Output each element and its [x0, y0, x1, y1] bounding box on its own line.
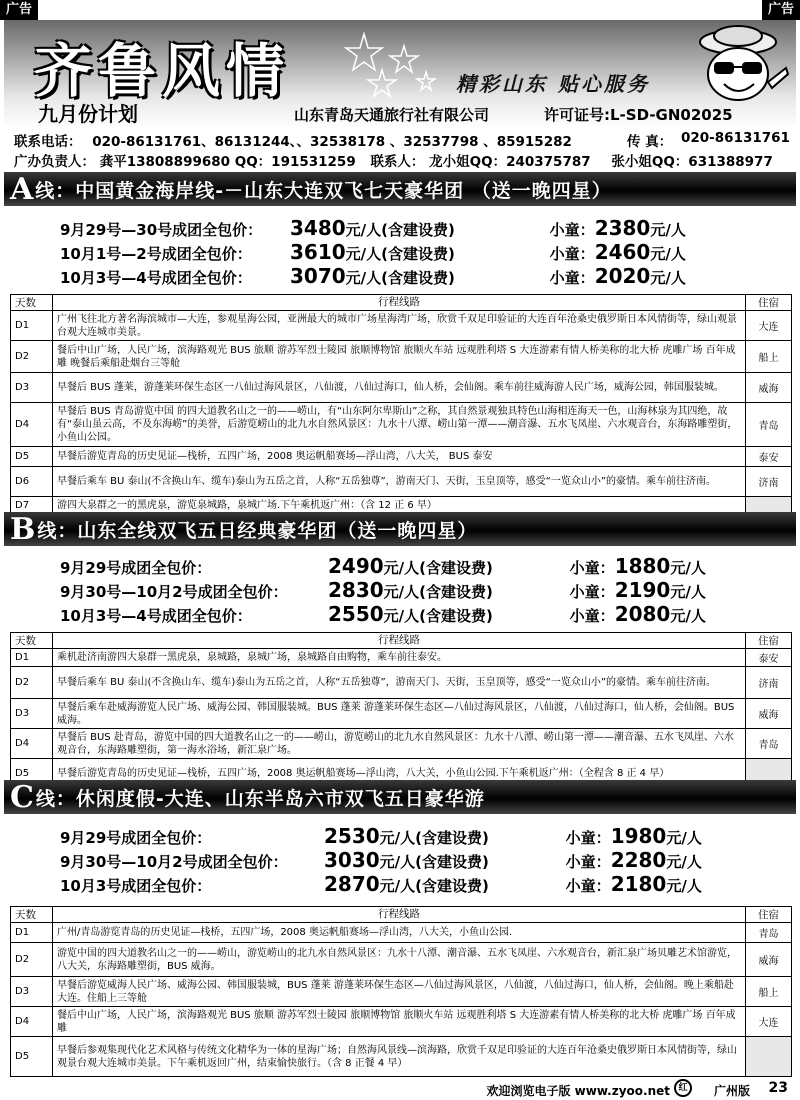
- price-date: 10月3号成团全包价：: [60, 877, 212, 895]
- fax-number: 020-86131761: [681, 130, 790, 146]
- month-plan: 九月份计划: [38, 102, 138, 126]
- desc-cell: 早餐后 BUS 青岛游览中国 的四大道教名山之一的——崂山，有“山东阿尔卑斯山”之称，其自然景观独具特色山海相连海天一色，山海林泉为其四绝，故有“泰山虽云高，不及东海崂”的美誉，后游览崂山的北九水自然风景区：九水十八潭、崂山第一潭——潮音瀑、五水飞凤崖、六水观音台，东海路雕塑街，小鱼山公园。: [52, 403, 745, 447]
- route-letter: A: [10, 171, 34, 207]
- price-date: 10月1号—2号成团全包价：: [60, 245, 252, 263]
- route-b: [4, 512, 796, 789]
- newspaper-logo-icon: 红: [674, 1079, 692, 1097]
- price-amount: 3070: [290, 264, 346, 288]
- child-price: 1880: [614, 554, 671, 578]
- child-label: 小童：: [549, 245, 595, 263]
- child-label: 小童：: [565, 829, 611, 847]
- table-row: [11, 699, 792, 729]
- table-row: [11, 923, 792, 943]
- desc-cell: 早餐后乘车 BU 泰山(不含换山车、缆车)泰山为五岳之首，人称“五岳独尊”，游南天门、天街，玉皇顶等，感受“一览众山小”的豪情。乘车前往济南。: [52, 467, 745, 497]
- day-cell: D5: [11, 1037, 53, 1077]
- header-banner: [4, 20, 796, 128]
- price-row: [60, 216, 796, 240]
- price-list: [4, 814, 796, 896]
- footer-edition: 广州版: [713, 1084, 750, 1098]
- price-date: 10月3号—4号成团全包价：: [60, 269, 252, 287]
- table-row: [11, 373, 792, 403]
- route-banner: [4, 780, 796, 814]
- child-price: 2180: [610, 872, 667, 896]
- desc-cell: 早餐后游览青岛的历史见证—栈桥，五四广场，2008 奥运帆船赛场—浮山湾，八大关，小鱼山公园.下午乘机返广州：（全程含 8 正 4 早）: [52, 759, 745, 789]
- price-unit: 元/人(含建设费): [383, 583, 493, 601]
- table-row: [11, 1007, 792, 1037]
- brand-title: 齐鲁风情: [34, 37, 291, 105]
- stay-cell: 船上: [746, 341, 792, 373]
- ad-tag-right: 广告: [762, 0, 800, 20]
- child-unit: 元/人: [650, 221, 686, 239]
- desc-cell: 早餐后 BUS 赴青岛，游览中国的四大道教名山之一的——崂山，游览崂山的北九水自然风景区：九水十八潭、崂山第一潭——潮音瀑、五水飞凤崖、六水观音台，东海路雕塑街，第一海水浴场，新汇泉广场。: [52, 729, 745, 759]
- stay-cell: 威海: [746, 943, 792, 977]
- header-day: 天数: [11, 295, 53, 311]
- day-cell: D3: [11, 699, 53, 729]
- child-label: 小童：: [549, 221, 595, 239]
- price-date: 10月3号—4号成团全包价：: [60, 607, 252, 625]
- child-unit: 元/人: [670, 583, 706, 601]
- day-cell: D5: [11, 447, 53, 467]
- table-header-row: [11, 907, 792, 923]
- day-cell: D3: [11, 977, 53, 1007]
- child-price: 2460: [594, 240, 651, 264]
- price-row: [60, 240, 796, 264]
- price-amount: 2490: [328, 554, 384, 578]
- stay-cell: 大连: [746, 1007, 792, 1037]
- phone-label: 联系电话：: [14, 134, 82, 150]
- child-label: 小童：: [569, 559, 615, 577]
- contact-person-1: 龙小姐QQ：240375787: [429, 154, 591, 170]
- price-list: [4, 546, 796, 626]
- child-price: 2020: [594, 264, 651, 288]
- price-amount: 3610: [290, 240, 346, 264]
- table-row: [11, 403, 792, 447]
- price-row: [60, 602, 796, 626]
- desc-cell: 早餐后游览威海人民广场、威海公园、韩国服装城，BUS 蓬莱 游蓬莱环保生态区—八仙过海风景区，八仙渡，八仙过海口，仙人桥，会仙阁。晚上乘船赴大连。住船上三等舱: [52, 977, 745, 1007]
- child-label: 小童：: [569, 583, 615, 601]
- child-unit: 元/人: [650, 245, 686, 263]
- company-name: 山东青岛天通旅行社有限公司: [294, 106, 490, 124]
- child-price: 2080: [614, 602, 671, 626]
- stay-cell: 青岛: [746, 729, 792, 759]
- route-letter: C: [10, 779, 34, 815]
- price-unit: 元/人(含建设费): [383, 607, 493, 625]
- route-letter: B: [10, 511, 36, 547]
- child-unit: 元/人: [670, 559, 706, 577]
- price-unit: 元/人(含建设费): [383, 559, 493, 577]
- child-label: 小童：: [565, 853, 611, 871]
- header-day: 天数: [11, 633, 53, 649]
- header-route: 行程线路: [52, 907, 745, 923]
- desc-cell: 餐后中山广场，人民广场，滨海路观光 BUS 旅顺 游苏军烈士陵园 旅顺博物馆 旅顺火车站 远观胜利塔 S 大连游素有情人桥美称的北大桥 虎雕广场 百年成雕: [52, 1007, 745, 1037]
- desc-cell: 广州飞往北方著名海滨城市—大连，参观星海公园，亚洲最大的城市广场星海湾广场，欣赏千双足印验证的大连百年沧桑史俄罗斯日本风情街等，绿山观景台观大连城市美景。: [52, 311, 745, 341]
- itinerary-table: [10, 294, 792, 515]
- stay-cell: 青岛: [746, 923, 792, 943]
- stay-cell: 泰安: [746, 649, 792, 667]
- table-row: [11, 649, 792, 667]
- table-row: [11, 729, 792, 759]
- route-title: 线：山东全线双飞五日经典豪华团（送一晚四星）: [37, 519, 478, 542]
- child-price: 1980: [610, 824, 667, 848]
- contact-line-2: [14, 150, 773, 170]
- manager-label: 广办负责人：: [14, 154, 95, 170]
- day-cell: D7: [11, 497, 53, 515]
- header-route: 行程线路: [52, 633, 745, 649]
- day-cell: D5: [11, 759, 53, 789]
- day-cell: D1: [11, 649, 53, 667]
- price-amount: 2830: [328, 578, 384, 602]
- price-unit: 元/人(含建设费): [345, 245, 455, 263]
- route-c: [4, 780, 796, 1077]
- contact-line-1: [14, 130, 790, 150]
- desc-cell: 早餐后乘车 BU 泰山(不含换山车、缆车)泰山为五岳之首，人称“五岳独尊”，游南天门、天街，玉皇顶等，感受“一览众山小”的豪情。乘车前往济南。: [52, 667, 745, 699]
- table-row: [11, 977, 792, 1007]
- child-unit: 元/人: [666, 829, 702, 847]
- child-unit: 元/人: [650, 269, 686, 287]
- footer: [4, 1078, 796, 1098]
- header-stay: 住宿: [746, 295, 792, 311]
- license-number: 许可证号:L-SD-GN02025: [544, 106, 733, 124]
- price-row: [60, 264, 796, 288]
- page-number: 23: [768, 1080, 788, 1096]
- day-cell: D2: [11, 943, 53, 977]
- day-cell: D3: [11, 373, 53, 403]
- stay-cell: 泰安: [746, 447, 792, 467]
- table-header-row: [11, 633, 792, 649]
- child-label: 小童：: [565, 877, 611, 895]
- price-date: 9月29号成团全包价：: [60, 559, 212, 577]
- day-cell: D1: [11, 923, 53, 943]
- itinerary-table: [10, 906, 792, 1077]
- stay-cell: 青岛: [746, 403, 792, 447]
- table-row: [11, 447, 792, 467]
- stay-cell: 威海: [746, 699, 792, 729]
- day-cell: D1: [11, 311, 53, 341]
- price-amount: 2550: [328, 602, 384, 626]
- route-a: [4, 172, 796, 515]
- child-label: 小童：: [549, 269, 595, 287]
- price-row: [60, 824, 796, 848]
- table-row: [11, 943, 792, 977]
- header-route: 行程线路: [52, 295, 745, 311]
- price-unit: 元/人(含建设费): [379, 877, 489, 895]
- price-date: 9月29号—30号成团全包价：: [60, 221, 263, 239]
- stay-cell: 济南: [746, 667, 792, 699]
- table-row: [11, 341, 792, 373]
- itinerary-table: [10, 632, 792, 789]
- price-unit: 元/人(含建设费): [345, 221, 455, 239]
- header-stay: 住宿: [746, 907, 792, 923]
- ad-tag-left: 广告: [0, 0, 38, 20]
- stars-icon: [334, 26, 444, 106]
- stay-cell: 济南: [746, 467, 792, 497]
- child-label: 小童：: [569, 607, 615, 625]
- child-unit: 元/人: [666, 877, 702, 895]
- contact-label: 联系人：: [370, 154, 425, 170]
- price-list: [4, 206, 796, 288]
- desc-cell: 广州/青岛游览青岛的历史见证—栈桥，五四广场，2008 奥运帆船赛场—浮山湾，八大关，小鱼山公园.: [52, 923, 745, 943]
- footer-website: 欢迎浏览电子版 www.zyoo.net: [486, 1084, 670, 1098]
- price-row: [60, 578, 796, 602]
- price-row: [60, 872, 796, 896]
- child-price: 2190: [614, 578, 671, 602]
- table-row: [11, 667, 792, 699]
- price-amount: 3030: [324, 848, 380, 872]
- day-cell: D6: [11, 467, 53, 497]
- desc-cell: 游四大泉群之一的黑虎泉，游览泉城路，泉城广场.下午乘机返广州：（含 12 正 6 早）: [52, 497, 745, 515]
- desc-cell: 早餐后乘车赴威海游览人民广场、威海公园、韩国服装城。BUS 蓬莱 游蓬莱环保生态区—八仙过海风景区，八仙渡，八仙过海口，仙人桥，会仙阁。BUS 威海。: [52, 699, 745, 729]
- price-amount: 2530: [324, 824, 380, 848]
- child-price: 2380: [594, 216, 651, 240]
- table-row: [11, 1037, 792, 1077]
- header-stay: 住宿: [746, 633, 792, 649]
- slogan: 精彩山东 贴心服务: [456, 72, 650, 96]
- child-price: 2280: [610, 848, 667, 872]
- day-cell: D2: [11, 341, 53, 373]
- phone-numbers: 020-86131761、86131244、、32538178 、32537798 、85915282: [92, 134, 572, 150]
- price-unit: 元/人(含建设费): [345, 269, 455, 287]
- stay-cell: 威海: [746, 373, 792, 403]
- price-date: 9月30号—10月2号成团全包价：: [60, 583, 288, 601]
- desc-cell: 早餐后游览青岛的历史见证—栈桥，五四广场，2008 奥运帆船赛场—浮山湾，八大关， BUS 泰安: [52, 447, 745, 467]
- day-cell: D2: [11, 667, 53, 699]
- day-cell: D4: [11, 403, 53, 447]
- price-date: 9月29号成团全包价：: [60, 829, 212, 847]
- price-row: [60, 554, 796, 578]
- stay-cell: 船上: [746, 977, 792, 1007]
- desc-cell: 餐后中山广场，人民广场，滨海路观光 BUS 旅顺 游苏军烈士陵园 旅顺博物馆 旅顺火车站 远观胜利塔 S 大连游素有情人桥美称的北大桥 虎雕广场 百年成雕 晚餐后乘船赴烟台三等舱: [52, 341, 745, 373]
- desc-cell: 乘机赴济南游四大泉群一黑虎泉，泉城路，泉城广场，泉城路自由购物，乘车前往泰安。: [52, 649, 745, 667]
- manager-info: 龚平13808899680 QQ：191531259: [99, 154, 356, 170]
- route-title: 线：休闲度假-大连、山东半岛六市双飞五日豪华游: [35, 787, 485, 810]
- route-banner: [4, 512, 796, 546]
- price-amount: 3480: [290, 216, 346, 240]
- contact-person-2: 张小姐QQ：631388977: [611, 154, 773, 170]
- stay-cell: [746, 1037, 792, 1077]
- child-unit: 元/人: [666, 853, 702, 871]
- table-header-row: [11, 295, 792, 311]
- desc-cell: 游览中国的四大道教名山之一的——崂山，游览崂山的北九水自然风景区：九水十八潭、潮音瀑、五水飞凤崖、六水观音台，新汇泉广场贝雕艺术馆游览，八大关，东海路雕塑街，BUS 威海。: [52, 943, 745, 977]
- desc-cell: 早餐后 BUS 蓬莱，游蓬莱环保生态区一八仙过海风景区，八仙渡，八仙过海口，仙人桥，会仙阁。乘车前往威海游人民广场，威海公园，韩国服装城。: [52, 373, 745, 403]
- price-date: 9月30号—10月2号成团全包价：: [60, 853, 288, 871]
- child-unit: 元/人: [670, 607, 706, 625]
- price-unit: 元/人(含建设费): [379, 829, 489, 847]
- day-cell: D4: [11, 729, 53, 759]
- desc-cell: 早餐后参观集现代化艺术风格与传统文化精华为一体的星海广场；自然海风景线—滨海路，欣赏千双足印验证的大连百年沧桑史俄罗斯日本风情街等，绿山观景台观大连城市美景。下午乘机返回广州，结束愉快旅行。（含 8 正餐 4 早）: [52, 1037, 745, 1077]
- route-title: 线：中国黄金海岸线-－山东大连双飞七天豪华团 （送一晚四星）: [35, 179, 612, 202]
- route-banner: [4, 172, 796, 206]
- price-row: [60, 848, 796, 872]
- table-row: [11, 311, 792, 341]
- header-day: 天数: [11, 907, 53, 923]
- day-cell: D4: [11, 1007, 53, 1037]
- table-row: [11, 467, 792, 497]
- price-amount: 2870: [324, 872, 380, 896]
- stay-cell: 大连: [746, 311, 792, 341]
- price-unit: 元/人(含建设费): [379, 853, 489, 871]
- fax-label: 传 真：: [627, 134, 673, 150]
